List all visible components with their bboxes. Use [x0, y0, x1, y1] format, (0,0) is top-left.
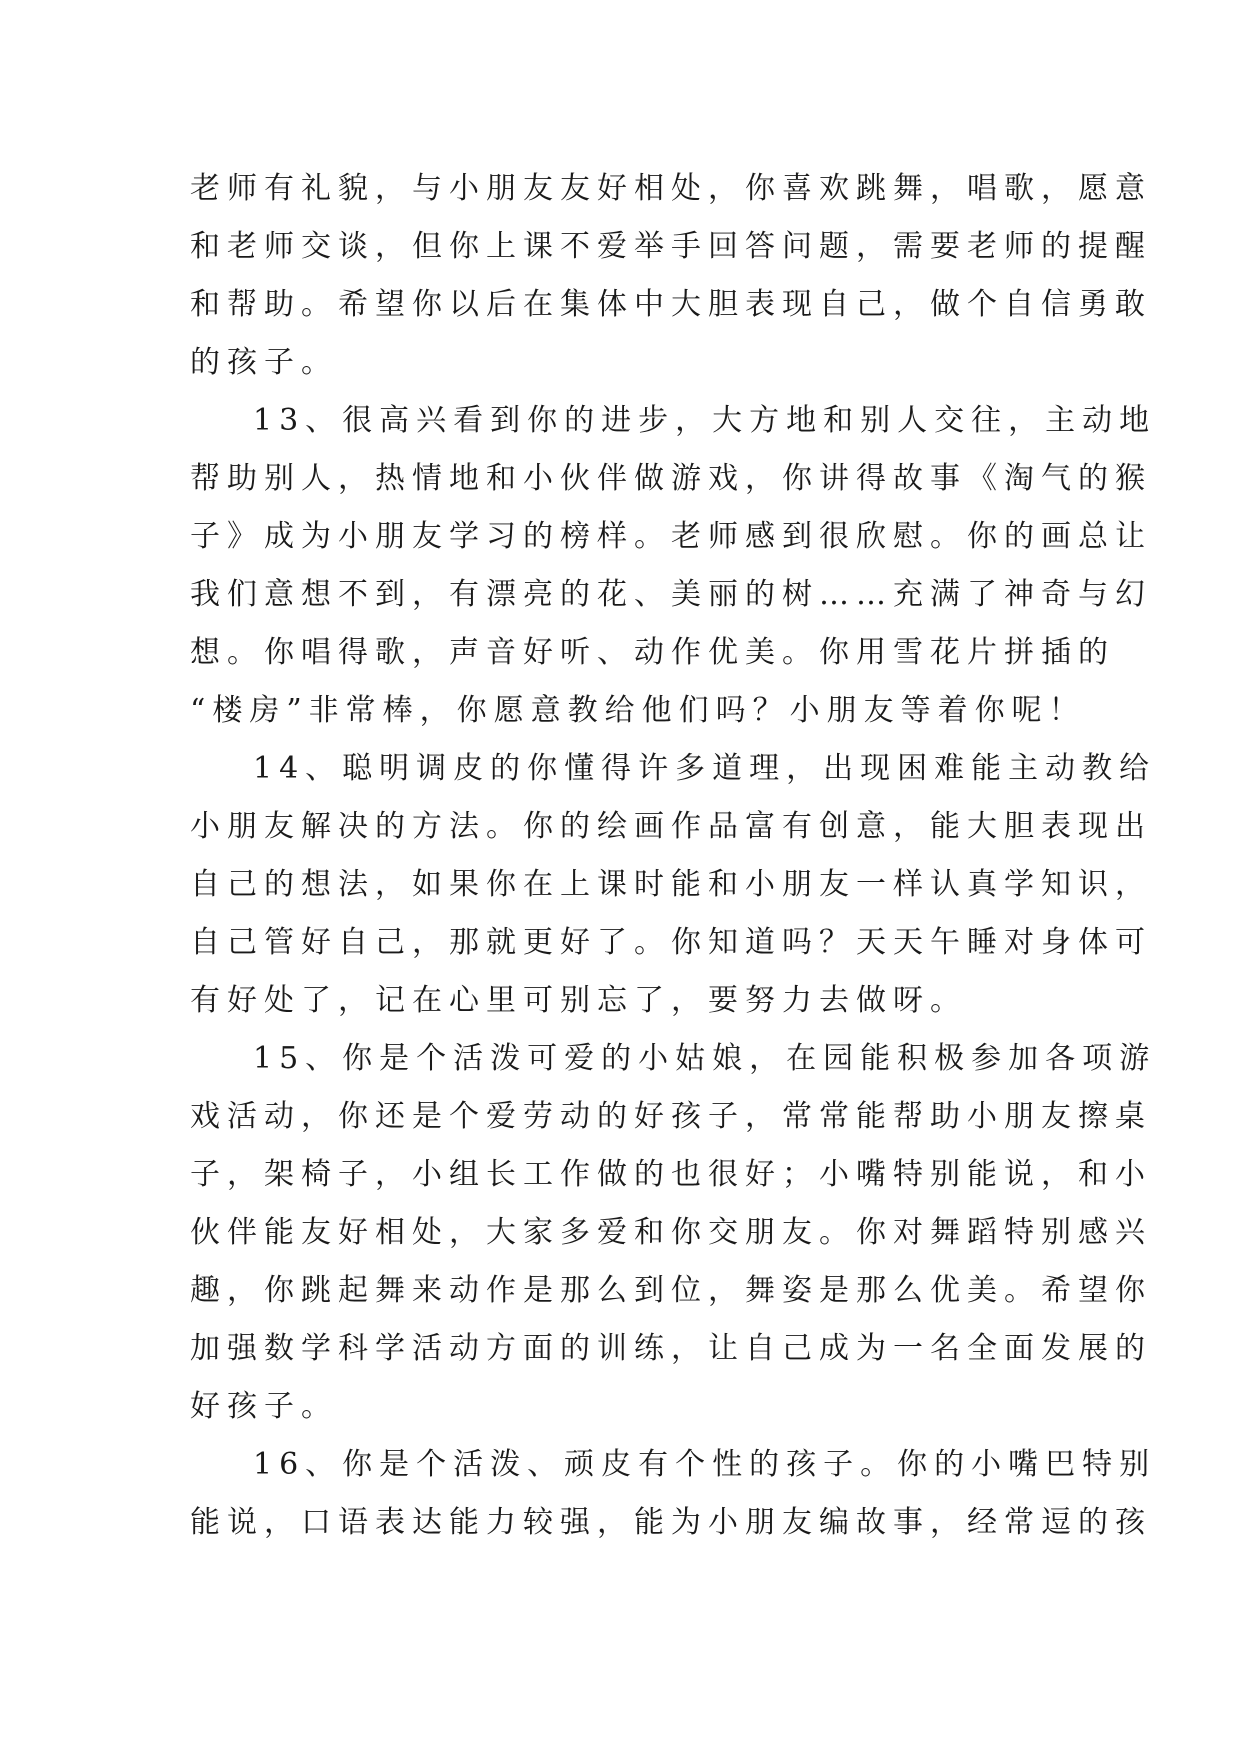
- text-line: “楼房”非常棒，你愿意教给他们吗？小朋友等着你呢！: [190, 693, 1086, 728]
- text-line: 趣，你跳起舞来动作是那么到位，舞姿是那么优美。希望你: [190, 1273, 1152, 1308]
- text-line: 14、聪明调皮的你懂得许多道理，出现困难能主动教给: [253, 751, 1157, 786]
- text-line: 自己的想法，如果你在上课时能和小朋友一样认真学知识，: [190, 867, 1152, 902]
- paragraph-16: [190, 1436, 1157, 1552]
- text-line: 和帮助。希望你以后在集体中大胆表现自己，做个自信勇敢: [190, 287, 1152, 322]
- text-line: 伙伴能友好相处，大家多爱和你交朋友。你对舞蹈特别感兴: [190, 1215, 1152, 1250]
- text-line: 我们意想不到，有漂亮的花、美丽的树……充满了神奇与幻: [190, 577, 1152, 612]
- text-line: 帮助别人，热情地和小伙伴做游戏，你讲得故事《淘气的猴: [190, 461, 1152, 496]
- text-line: 13、很高兴看到你的进步，大方地和别人交往，主动地: [253, 403, 1157, 438]
- text-line: 有好处了，记在心里可别忘了，要努力去做呀。: [190, 983, 967, 1018]
- text-line: 子》成为小朋友学习的榜样。老师感到很欣慰。你的画总让: [190, 519, 1152, 554]
- text-line: 好孩子。: [190, 1389, 338, 1424]
- text-line: 戏活动，你还是个爱劳动的好孩子，常常能帮助小朋友擦桌: [190, 1099, 1152, 1134]
- text-line: 能说，口语表达能力较强，能为小朋友编故事，经常逗的孩: [190, 1505, 1152, 1540]
- text-line: 的孩子。: [190, 345, 338, 380]
- text-line: 15、你是个活泼可爱的小姑娘，在园能积极参加各项游: [253, 1041, 1157, 1076]
- text-line: 16、你是个活泼、顽皮有个性的孩子。你的小嘴巴特别: [253, 1447, 1157, 1482]
- text-line: 小朋友解决的方法。你的绘画作品富有创意，能大胆表现出: [190, 809, 1152, 844]
- paragraph-14: [190, 740, 1157, 1030]
- paragraph-13: [190, 392, 1157, 740]
- document-body: [190, 160, 1157, 1552]
- text-line: 子，架椅子，小组长工作做的也很好；小嘴特别能说，和小: [190, 1157, 1152, 1192]
- text-line: 想。你唱得歌，声音好听、动作优美。你用雪花片拼插的: [190, 635, 1115, 670]
- text-line: 加强数学科学活动方面的训练，让自己成为一名全面发展的: [190, 1331, 1152, 1366]
- text-line: 和老师交谈，但你上课不爱举手回答问题，需要老师的提醒: [190, 229, 1152, 264]
- paragraph-continuation: [190, 160, 1152, 392]
- paragraph-15: [190, 1030, 1157, 1436]
- text-line: 老师有礼貌，与小朋友友好相处，你喜欢跳舞，唱歌，愿意: [190, 171, 1152, 206]
- text-line: 自己管好自己，那就更好了。你知道吗？天天午睡对身体可: [190, 925, 1152, 960]
